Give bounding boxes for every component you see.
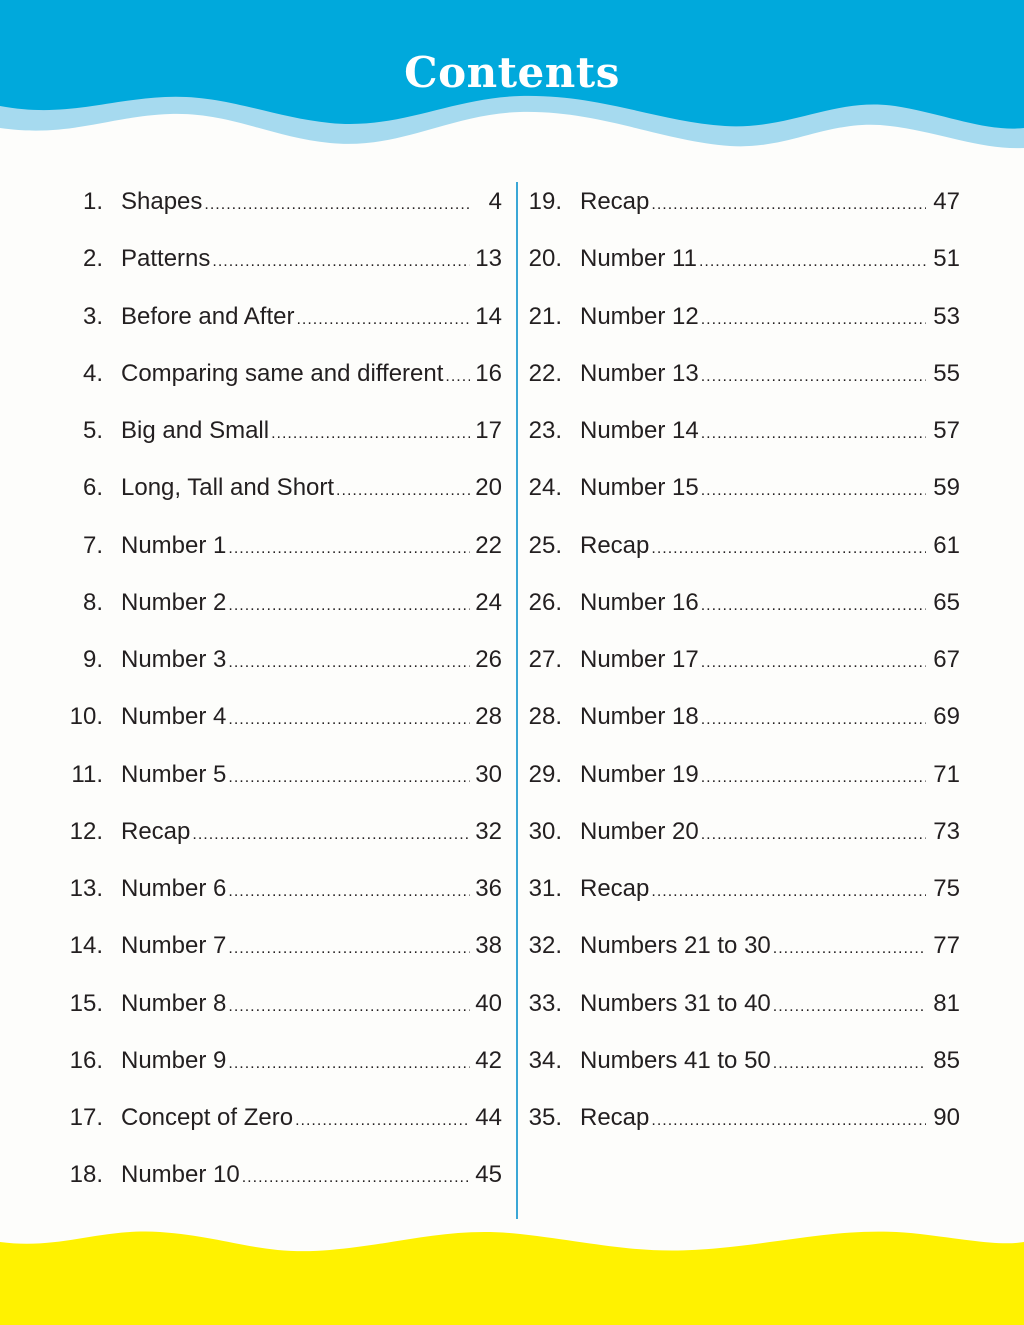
toc-entry-page-number: 16 <box>475 359 502 387</box>
toc-entry <box>0 517 512 574</box>
toc-entry <box>520 517 970 574</box>
toc-entry-title-row <box>121 817 470 853</box>
toc-entry-number: 32. <box>528 932 562 960</box>
toc-entry-number: 35. <box>528 1104 562 1131</box>
dot-leader <box>701 359 926 395</box>
toc-entry-title: Recap <box>580 531 650 559</box>
toc-entry-title-row <box>121 1046 470 1082</box>
toc-entry-title: Shapes <box>121 188 203 215</box>
toc-entry-title: Numbers 41 to 50 <box>580 1046 771 1074</box>
toc-entry-title: Recap <box>580 188 650 215</box>
toc-entry <box>0 574 512 631</box>
toc-entry <box>520 631 970 688</box>
toc-entry <box>0 230 512 287</box>
toc-entry-number: 23. <box>528 417 562 444</box>
toc-entry-title-row <box>580 702 926 738</box>
toc-entry-title-row <box>121 760 470 796</box>
toc-entry-title: Number 8 <box>121 989 227 1017</box>
toc-entry-number: 34. <box>528 1046 562 1074</box>
dot-leader <box>228 702 470 738</box>
toc-entry-title: Number 19 <box>580 760 699 788</box>
toc-entry-title-row <box>121 931 470 967</box>
dot-leader <box>701 702 926 738</box>
toc-entry-title: Number 6 <box>121 875 227 902</box>
toc-entry-title: Number 3 <box>121 646 227 673</box>
dot-leader <box>271 416 470 452</box>
toc-entry-title: Number 5 <box>121 760 227 788</box>
toc-entry <box>520 746 970 803</box>
toc-entry-number: 30. <box>528 817 562 845</box>
toc-entry-page-number: 30 <box>475 760 502 788</box>
toc-entry-number: 33. <box>528 989 562 1017</box>
toc-entry-title: Number 12 <box>580 302 699 330</box>
toc-entry-title-row <box>580 817 926 853</box>
toc-entry-number: 11. <box>71 760 103 788</box>
dot-leader <box>701 588 926 624</box>
toc-entry-title-row <box>121 187 470 223</box>
footer-band <box>0 1220 1024 1325</box>
toc-entry-number: 17. <box>69 1104 103 1131</box>
toc-entry-number: 16. <box>69 1046 103 1074</box>
dot-leader <box>701 817 926 853</box>
toc-entry-title: Recap <box>580 1104 650 1131</box>
toc-entry-number: 1. <box>82 188 103 215</box>
dot-leader <box>445 359 470 395</box>
toc-entry-title: Number 1 <box>121 531 227 559</box>
toc-entry-page-number: 24 <box>475 588 502 616</box>
toc-entry-title: Number 9 <box>121 1046 227 1074</box>
toc-entry-title: Before and After <box>121 302 295 330</box>
toc-entry-number: 19. <box>528 188 562 215</box>
toc-entry-number: 6. <box>82 474 103 502</box>
toc-entry-number: 5. <box>82 417 103 444</box>
dot-leader <box>699 244 926 280</box>
toc-entry-title-row <box>580 531 926 567</box>
toc-entry <box>520 345 970 402</box>
toc-entry-page-number: 67 <box>933 646 960 673</box>
toc-entry-title-row <box>121 1103 470 1139</box>
toc-entry-title-row <box>580 874 926 910</box>
toc-entry-title: Numbers 31 to 40 <box>580 989 771 1017</box>
toc-entry-page-number: 20 <box>475 474 502 502</box>
toc-entry-title-row <box>121 874 470 910</box>
toc-entry-title: Long, Tall and Short <box>121 474 335 502</box>
toc-entry-title-row <box>580 416 926 452</box>
toc-entry-page-number: 28 <box>475 703 502 731</box>
dot-leader <box>651 187 926 223</box>
dot-leader <box>701 473 926 509</box>
toc-entry-title: Recap <box>121 817 191 845</box>
toc-entry-number: 13. <box>69 875 103 902</box>
toc-entry-page-number: 85 <box>933 1046 960 1074</box>
toc-entry <box>0 345 512 402</box>
toc-entry-number: 7. <box>82 531 103 559</box>
toc-entry-title-row <box>121 702 470 738</box>
dot-leader <box>242 1160 470 1196</box>
dot-leader <box>701 416 926 452</box>
toc-entry-page-number: 75 <box>933 875 960 902</box>
toc-entry-title: Number 7 <box>121 932 227 960</box>
toc-entry-page-number: 59 <box>933 474 960 502</box>
toc-entry-title-row <box>121 416 470 452</box>
toc-entry <box>520 173 970 230</box>
toc-entry-page-number: 69 <box>933 703 960 731</box>
toc-entry-number: 25. <box>528 531 562 559</box>
toc-entry <box>520 288 970 345</box>
toc-entry-title: Number 20 <box>580 817 699 845</box>
dot-leader <box>192 817 470 853</box>
toc-entry-number: 15. <box>69 989 103 1017</box>
toc-entry-page-number: 38 <box>475 932 502 960</box>
toc-entry-number: 10. <box>69 703 103 731</box>
toc-entry-title-row <box>580 760 926 796</box>
toc-entry-page-number: 17 <box>475 417 502 444</box>
toc-entry-page-number: 45 <box>475 1161 502 1189</box>
toc-entry-page-number: 42 <box>475 1046 502 1074</box>
toc-entry-page-number: 65 <box>933 588 960 616</box>
dot-leader <box>296 302 470 338</box>
toc-entry-title-row <box>580 989 926 1025</box>
toc-entry-title-row <box>121 244 470 280</box>
toc-entry-title: Number 13 <box>580 359 699 387</box>
toc-entry <box>0 402 512 459</box>
toc-entry <box>0 917 512 974</box>
toc-entry-title-row <box>580 645 926 681</box>
toc-entry-title: Number 4 <box>121 703 227 731</box>
dot-leader <box>228 645 470 681</box>
toc-entry-page-number: 71 <box>933 760 960 788</box>
toc-entry-page-number: 90 <box>933 1104 960 1131</box>
toc-entry-page-number: 14 <box>475 302 502 330</box>
toc-entry-number: 18. <box>69 1161 103 1189</box>
toc-entry-page-number: 44 <box>475 1104 502 1131</box>
toc-entry <box>0 688 512 745</box>
dot-leader <box>228 1046 470 1082</box>
toc-entry-number: 29. <box>528 760 562 788</box>
toc-entry-page-number: 53 <box>933 302 960 330</box>
dot-leader <box>228 760 470 796</box>
toc-entry <box>0 1089 512 1146</box>
dot-leader <box>701 645 926 681</box>
toc-entry-page-number: 57 <box>933 417 960 444</box>
toc-entry-number: 22. <box>528 359 562 387</box>
toc-entry-number: 20. <box>528 245 562 273</box>
toc-entry <box>520 688 970 745</box>
toc-entry-number: 2. <box>82 245 103 273</box>
toc-entry-number: 28. <box>528 703 562 731</box>
toc-entry <box>0 288 512 345</box>
toc-entry-page-number: 55 <box>933 359 960 387</box>
toc-entry-title-row <box>580 302 926 338</box>
toc-entry-title: Number 17 <box>580 646 699 673</box>
toc-entry <box>0 631 512 688</box>
toc-right-column <box>520 173 970 1146</box>
toc-entry-number: 9. <box>82 646 103 673</box>
dot-leader <box>773 1046 926 1082</box>
toc-entry <box>520 459 970 516</box>
dot-leader <box>228 931 470 967</box>
toc-entry-page-number: 51 <box>933 245 960 273</box>
dot-leader <box>228 531 470 567</box>
toc-entry-number: 3. <box>82 302 103 330</box>
toc-entry-page-number: 47 <box>933 188 960 215</box>
toc-entry-number: 8. <box>82 588 103 616</box>
dot-leader <box>773 989 926 1025</box>
toc-entry <box>0 459 512 516</box>
toc-entry-title-row <box>121 473 470 509</box>
dot-leader <box>651 1103 926 1139</box>
toc-entry-title-row <box>121 359 470 395</box>
page-title: Contents <box>404 48 620 97</box>
toc-entry <box>0 173 512 230</box>
toc-entry-title: Number 18 <box>580 703 699 731</box>
toc-entry-title: Patterns <box>121 245 211 273</box>
column-divider <box>516 182 518 1219</box>
toc-entry <box>0 803 512 860</box>
toc-entry-page-number: 40 <box>475 989 502 1017</box>
toc-entry-title-row <box>580 359 926 395</box>
toc-entry-title-row <box>580 473 926 509</box>
toc-entry-number: 21. <box>528 302 562 330</box>
toc-entry-number: 12. <box>69 817 103 845</box>
toc-entry-title: Number 10 <box>121 1161 240 1189</box>
dot-leader <box>773 931 926 967</box>
dot-leader <box>228 989 470 1025</box>
toc-entry <box>0 746 512 803</box>
toc-entry <box>0 1032 512 1089</box>
toc-entry-page-number: 61 <box>933 531 960 559</box>
toc-entry <box>520 574 970 631</box>
toc-entry-title: Number 2 <box>121 588 227 616</box>
toc-entry-title: Number 14 <box>580 417 699 444</box>
toc-entry-page-number: 81 <box>933 989 960 1017</box>
dot-leader <box>295 1103 470 1139</box>
dot-leader <box>701 760 926 796</box>
toc-entry-number: 14. <box>69 932 103 960</box>
dot-leader <box>204 187 470 223</box>
toc-entry-number: 31. <box>528 875 562 902</box>
dot-leader <box>212 244 470 280</box>
toc-entry-page-number: 22 <box>475 531 502 559</box>
toc-entry-title-row <box>580 931 926 967</box>
toc-entry-title-row <box>121 1160 470 1196</box>
toc-entry <box>520 1032 970 1089</box>
toc-entry-title: Numbers 21 to 30 <box>580 932 771 960</box>
toc-entry-title: Concept of Zero <box>121 1104 294 1131</box>
toc-entry-page-number: 4 <box>488 188 502 215</box>
toc-entry <box>0 975 512 1032</box>
dot-leader <box>651 531 926 567</box>
toc-entry <box>0 860 512 917</box>
toc-entry <box>520 803 970 860</box>
toc-entry-title-row <box>580 588 926 624</box>
toc-entry <box>520 402 970 459</box>
dot-leader <box>651 874 926 910</box>
dot-leader <box>228 874 470 910</box>
toc-entry-page-number: 36 <box>475 875 502 902</box>
toc-entry-title-row <box>580 187 926 223</box>
toc-entry-title-row <box>121 989 470 1025</box>
toc-entry-title-row <box>121 588 470 624</box>
toc-entry <box>520 975 970 1032</box>
toc-entry-page-number: 73 <box>933 817 960 845</box>
toc-entry-number: 26. <box>528 588 562 616</box>
toc-entry-page-number: 77 <box>933 932 960 960</box>
toc-entry <box>520 917 970 974</box>
toc-entry <box>0 1146 512 1203</box>
toc-entry-title-row <box>580 1103 926 1139</box>
dot-leader <box>336 473 470 509</box>
toc-entry-title-row <box>580 1046 926 1082</box>
toc-entry-number: 4. <box>82 359 103 387</box>
toc-entry <box>520 230 970 287</box>
toc-entry-title: Number 11 <box>580 245 697 273</box>
toc-entry-title: Number 15 <box>580 474 699 502</box>
toc-entry-number: 24. <box>528 474 562 502</box>
toc-entry-title-row <box>121 531 470 567</box>
toc-entry-page-number: 13 <box>475 245 502 273</box>
dot-leader <box>228 588 470 624</box>
toc-entry-title-row <box>580 244 926 280</box>
toc-entry-page-number: 26 <box>475 646 502 673</box>
toc-entry-title: Big and Small <box>121 417 270 444</box>
toc-entry <box>520 1089 970 1146</box>
dot-leader <box>701 302 926 338</box>
toc-entry <box>520 860 970 917</box>
toc-entry-title: Number 16 <box>580 588 699 616</box>
toc-left-column <box>0 173 512 1204</box>
toc-entry-number: 27. <box>528 646 562 673</box>
toc-entry-title: Recap <box>580 875 650 902</box>
toc-entry-title-row <box>121 645 470 681</box>
toc-entry-title: Comparing same and different <box>121 359 444 387</box>
toc-entry-page-number: 32 <box>475 817 502 845</box>
footer-wave-graphic <box>0 1220 1024 1325</box>
toc-entry-title-row <box>121 302 470 338</box>
